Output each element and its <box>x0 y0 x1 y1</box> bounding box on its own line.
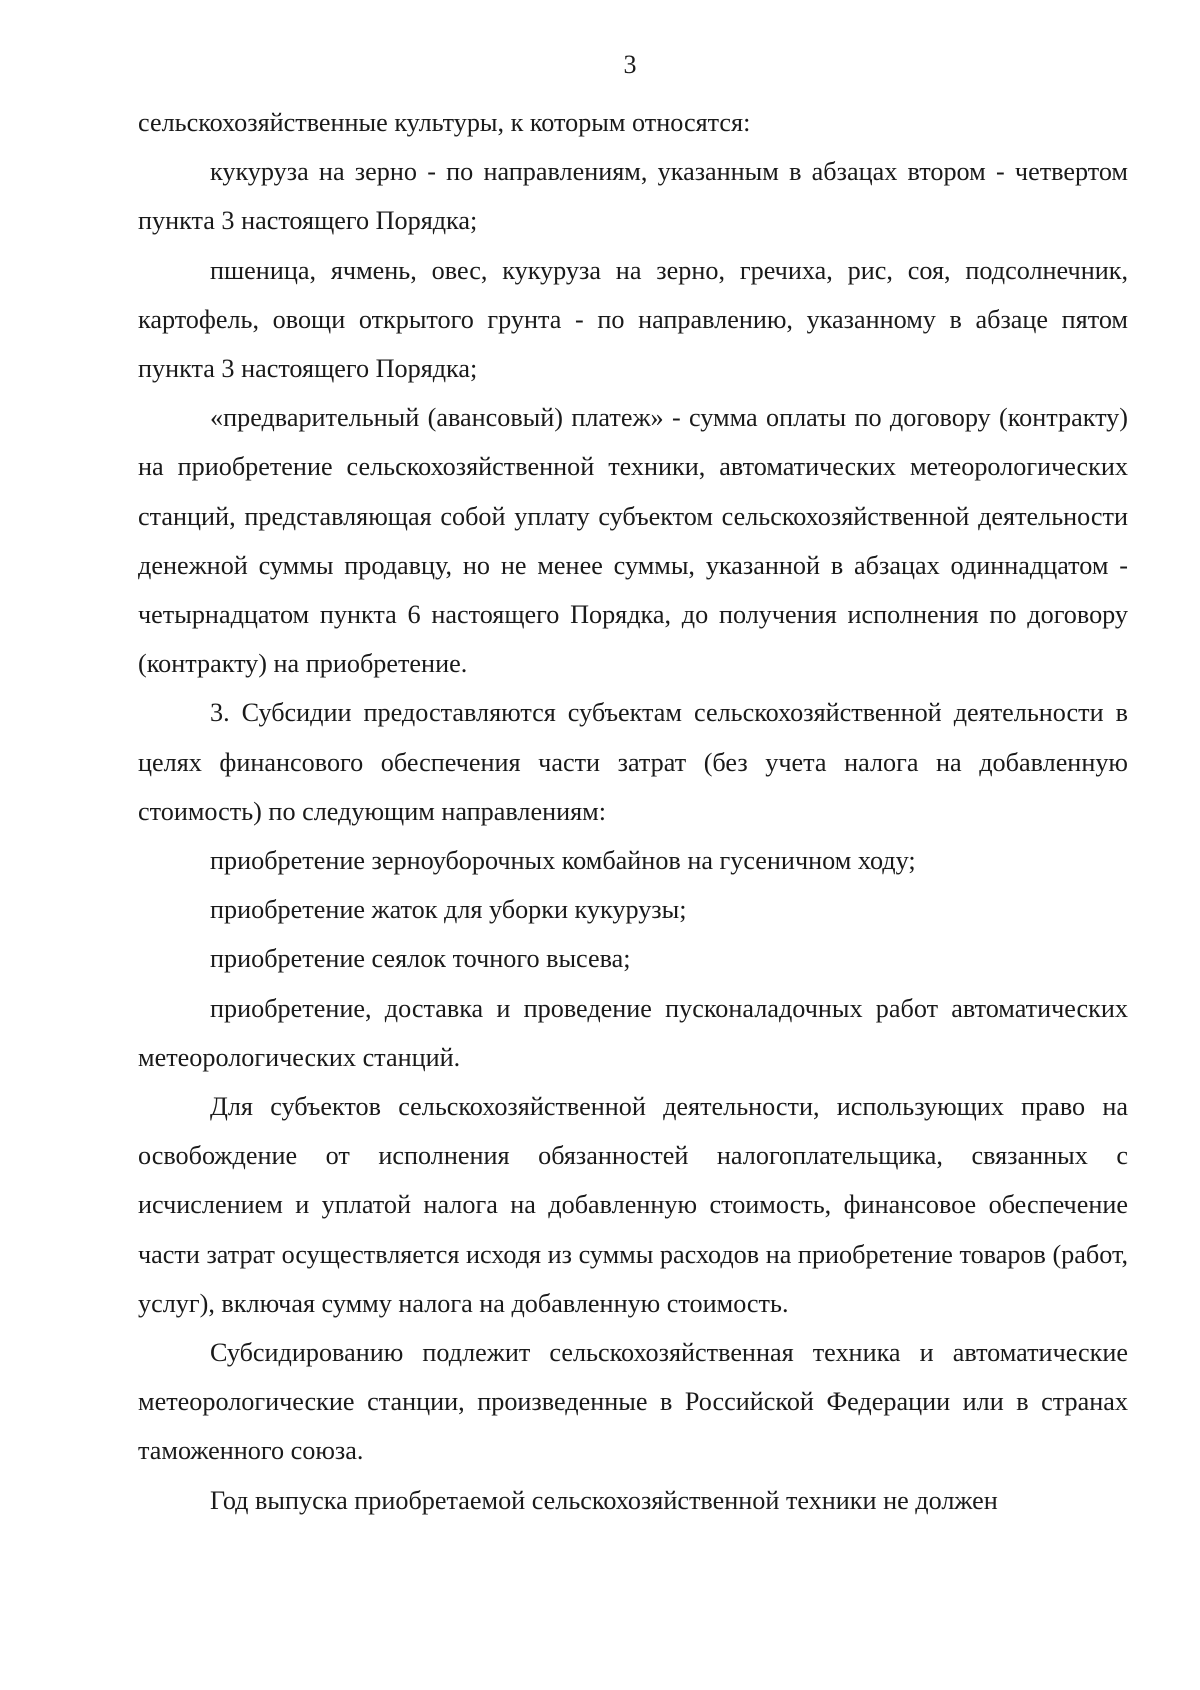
page-number: 3 <box>623 50 637 79</box>
paragraph-1: сельскохозяйственные культуры, к которым относятся: <box>138 108 751 137</box>
document-body <box>138 98 1128 1525</box>
paragraph-4: «предварительный (авансовый) платеж» - сумма оплаты по договору (контракту) на приобретение сельскохозяйственной техники, автоматических метеорологических станций, представляющая собой уплату субъектом сельскохозяйственной деятельности денежной суммы продавцу, но не менее суммы, указанной в абзацах одиннадцатом - четырнадцатом пункта 6 настоящего Порядка, до получения исполнения по договору (контракту) на приобретение. <box>138 403 1128 679</box>
list-item-2: приобретение жаток для уборки кукурузы; <box>210 895 687 925</box>
paragraph-5: 3. Субсидии предоставляются субъектам сельскохозяйственной деятельности в целях финансового обеспечения части затрат (без учета налога на добавленную стоимость) по следующим направлениям: <box>138 698 1128 826</box>
paragraph-7: Субсидированию подлежит сельскохозяйственная техника и автоматические метеорологические станции, произведенные в Российской Федерации или в странах таможенного союза. <box>138 1338 1128 1466</box>
paragraph-8: Год выпуска приобретаемой сельскохозяйственной техники не должен <box>210 1485 998 1515</box>
list-item-4: приобретение, доставка и проведение пусконаладочных работ автоматических метеорологических станций. <box>138 993 1128 1072</box>
list-item-1: приобретение зерноуборочных комбайнов на гусеничном ходу; <box>210 846 916 876</box>
paragraph-6: Для субъектов сельскохозяйственной деятельности, использующих право на освобождение от исполнения обязанностей налогоплательщика, связанных с исчислением и уплатой налога на добавленную стоимость, финансовое обеспечение части затрат осуществляется исходя из суммы расходов на приобретение товаров (работ, услуг), включая сумму налога на добавленную стоимость. <box>138 1092 1128 1318</box>
list-item-3: приобретение сеялок точного высева; <box>210 944 631 974</box>
paragraph-2: кукуруза на зерно - по направлениям, указанным в абзацах втором - четвертом пункта 3 настоящего Порядка; <box>138 157 1128 236</box>
paragraph-3: пшеница, ячмень, овес, кукуруза на зерно, гречиха, рис, соя, подсолнечник, картофель, овощи открытого грунта - по направлению, указанному в абзаце пятом пункта 3 настоящего Порядка; <box>138 255 1128 384</box>
